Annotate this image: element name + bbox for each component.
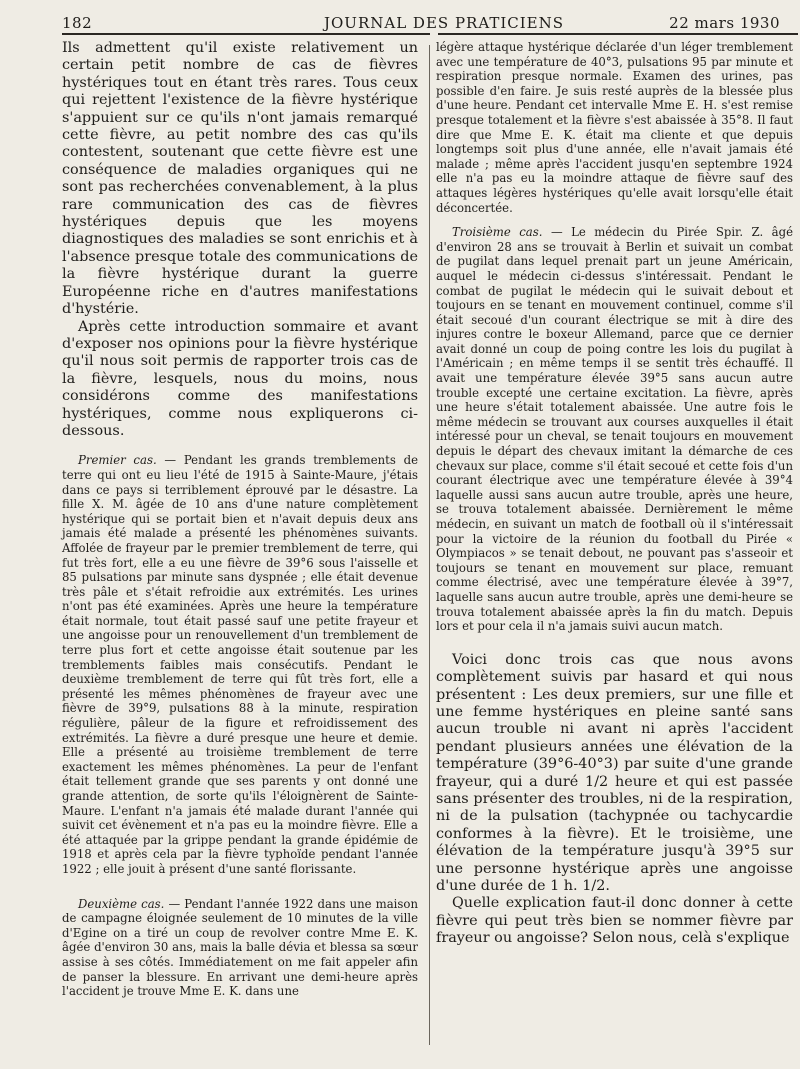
page-header xyxy=(62,10,780,32)
journal-title: JOURNAL DES PRATICIENS xyxy=(324,14,565,32)
case-3-text: — Le médecin du Pirée Spir. Z. âgé d'environ 28 ans se trouvait à Berlin et suivait un combat de pugilat dans lequel prenait part un jeune Américain, auquel le médecin ci-dessus s'intéressait. Pendant le combat de pugilat le médecin qui le suivait debout et toujours en se tenant en mouvement continuel, comme s'il était secoué d'un courant électrique se mit à dire des injures contre le boxeur Allemand, parce que ce dernier avait donné un coup de poing contre les lois du pugilat à l'Américain ; en même temps il se sentit très échauffé. Il avait une température élevée 39°5 sans aucun autre trouble excepté une certaine excitation. La fièvre, après une heure s'était totalement abaissée. Une autre fois le même médecin se trouvant aux courses auxquelles il était intéressé pour un cheval, se tenait toujours en mouvement depuis le départ des chevaux imitant la démarche de ces chevaux sur place, comme s'il était secoué et cette fois d'un courant électrique avec une température élevée à 39°4 laquelle aussi sans aucun autre trouble, après une heure, se trouva totalement abaissée. Dernièrement le même médecin, en suivant un match de football où il s'intéressait pour la victoire de la réunion du football du Pirée « Olympiacos » se tenait debout, ne pouvant pas s'asseoir et toujours se tenant en mouvement sur place, remuant comme électrisé, avec une température élevée à 39°7, laquelle sans aucun autre trouble, après une demi-heure se trouva totalement abaissée après la fin du match. Depuis lors et pour cela il n'a jamais suivi aucun match. xyxy=(436,225,793,634)
case-1-text: — Pendant les grands tremblements de terre qui ont eu lieu l'été de 1915 à Sainte-Maure, j'étais dans ce pays si terriblement éprouvé par le désastre. La fille X. M. âgée de 10 ans d'une nature complètement hystérique qui se portait bien et n'avait depuis deux ans jamais été malade a présenté les phénomènes suivants. Affolée de frayeur par le premier tremblement de terre, qui fut très fort, elle a eu une fièvre de 39°6 sous l'aisselle et 85 pulsations par minute sans dyspnée ; elle était devenue très pâle et s'était refroidie aux extrémités. Les urines n'ont pas été examinées. Après une heure la température était normale, tout était passé sauf une petite frayeur et une angoisse pour un renouvellement d'un tremblement de terre plus fort et cette angoisse était soutenue par les tremblements faibles mais consécutifs. Pendant le deuxième tremblement de terre qui fût très fort, elle a présenté les mêmes phénomènes de frayeur avec une fièvre de 39°9, pulsations 88 à la minute, respiration régulière, pâleur de la figure et refroidissement des extrémités. La fièvre a duré presque une heure et demie. Elle a présenté au troisième tremblement de terre exactement les mêmes phénomènes. La peur de l'enfant était tellement grande que ses parents y ont donné une grande attention, de sorte qu'ils l'éloignèrent de Sainte-Maure. L'enfant n'a jamais été malade durant l'année qui suivit cet évènement et n'a pas eu la moindre fièvre. Elle a été attaquée par la grippe pendant la grande épidémie de 1918 et après cela par la fièvre typhoïde pendant l'année 1922 ; elle jouit à présent d'une santé florissante. xyxy=(62,453,419,876)
right-column xyxy=(436,40,793,948)
issue-date: 22 mars 1930 xyxy=(669,14,780,32)
conclusion-paragraph-1: Voici donc trois cas que nous avons complètement suivis par hasard et qui nous présentent : Les deux premiers, sur une fille et une femme hystériques en pleine santé sans aucun trouble ni avant ni après l'accident pendant plusieurs années une élévation de la température (39°6-40°3) par suite d'une grande frayeur, qui a duré 1/2 heure et qui est passée sans présenter des troubles, ni de la respiration, ni de la pulsation (tachypnée ou tachycardie conformes à la fièvre). Et le troisième, une élévation de la température jusqu'à 39°5 sur une personne hystérique après une angoisse d'une durée de 1 h. 1/2. xyxy=(436,651,793,895)
case-2-continuation: légère attaque hystérique déclarée d'un léger tremblement avec une température de 40°3, pulsations 95 par minute et respiration presque normale. Examen des urines, pas possible d'en faire. Je suis resté auprès de la blessée plus d'une heure. Pendant cet intervalle Mme E. H. s'est remise presque totalement et la fièvre s'est abaissée à 35°8. Il faut dire que Mme E. K. était ma cliente et que depuis longtemps soit plus d'une année, elle n'avait jamais été malade ; même après l'accident jusqu'en septembre 1924 elle n'a pas eu la moindre attaque de fièvre sauf des attaques légères hystériques qu'elle avait lorsqu'elle était déconcertée. xyxy=(436,40,793,215)
page-number: 182 xyxy=(62,14,93,32)
case-1-paragraph xyxy=(62,453,418,876)
left-column xyxy=(62,40,418,999)
case-3-heading: Troisième cas. xyxy=(452,225,543,240)
intro-paragraph-2: Après cette introduction sommaire et avant d'exposer nos opinions pour la fièvre hystérique qu'il nous soit permis de rapporter trois cas de la fièvre, lesquels, nous du moins, nous considérons comme des manifestations hystériques, comme nous expliquerons ci-dessous. xyxy=(62,318,418,439)
case-1-heading: Premier cas. xyxy=(78,453,157,468)
case-2-text: — Pendant l'année 1922 dans une maison de campagne éloignée seulement de 10 minutes de la ville d'Egine on a tiré un coup de revolver contre Mme E. K. âgée d'environ 30 ans, mais la balle dévia et blessa sa sœur assise à ses côtés. Immédiatement on me fait appeler afin de panser la blessure. En arrivant une demi-heure après l'accident je trouve Mme E. K. dans une xyxy=(62,896,418,999)
conclusion-paragraph-2: Quelle explication faut-il donc donner à cette fièvre qui peut très bien se nommer fièvre par frayeur ou angoisse? Selon nous, celà s'explique xyxy=(436,895,793,947)
case-2-heading: Deuxième cas. xyxy=(78,896,165,911)
column-separator xyxy=(429,45,430,1045)
intro-paragraph-1: Ils admettent qu'il existe relativement un certain petit nombre de cas de fièvres hystériques tout en étant très rares. Tous ceux qui rejettent l'existence de la fièvre hystérique s'appuient sur ce qu'ils n'ont jamais remarqué cette fièvre, au petit nombre des cas qu'ils contestent, soutenant que cette fièvre est une conséquence de maladies organiques qui ne sont pas recherchées convenablement, à la plus rare communication des cas de fièvres hystériques depuis que les moyens diagnostiques des maladies se sont enrichis et à l'absence presque totale des communications de la fièvre hystérique durant la guerre Européenne riche en d'autres manifestations d'hystérie. xyxy=(62,40,418,318)
case-3-paragraph xyxy=(436,225,793,634)
case-2-paragraph xyxy=(62,897,418,999)
header-rule-left xyxy=(62,33,430,35)
header-rule-right xyxy=(438,33,798,35)
